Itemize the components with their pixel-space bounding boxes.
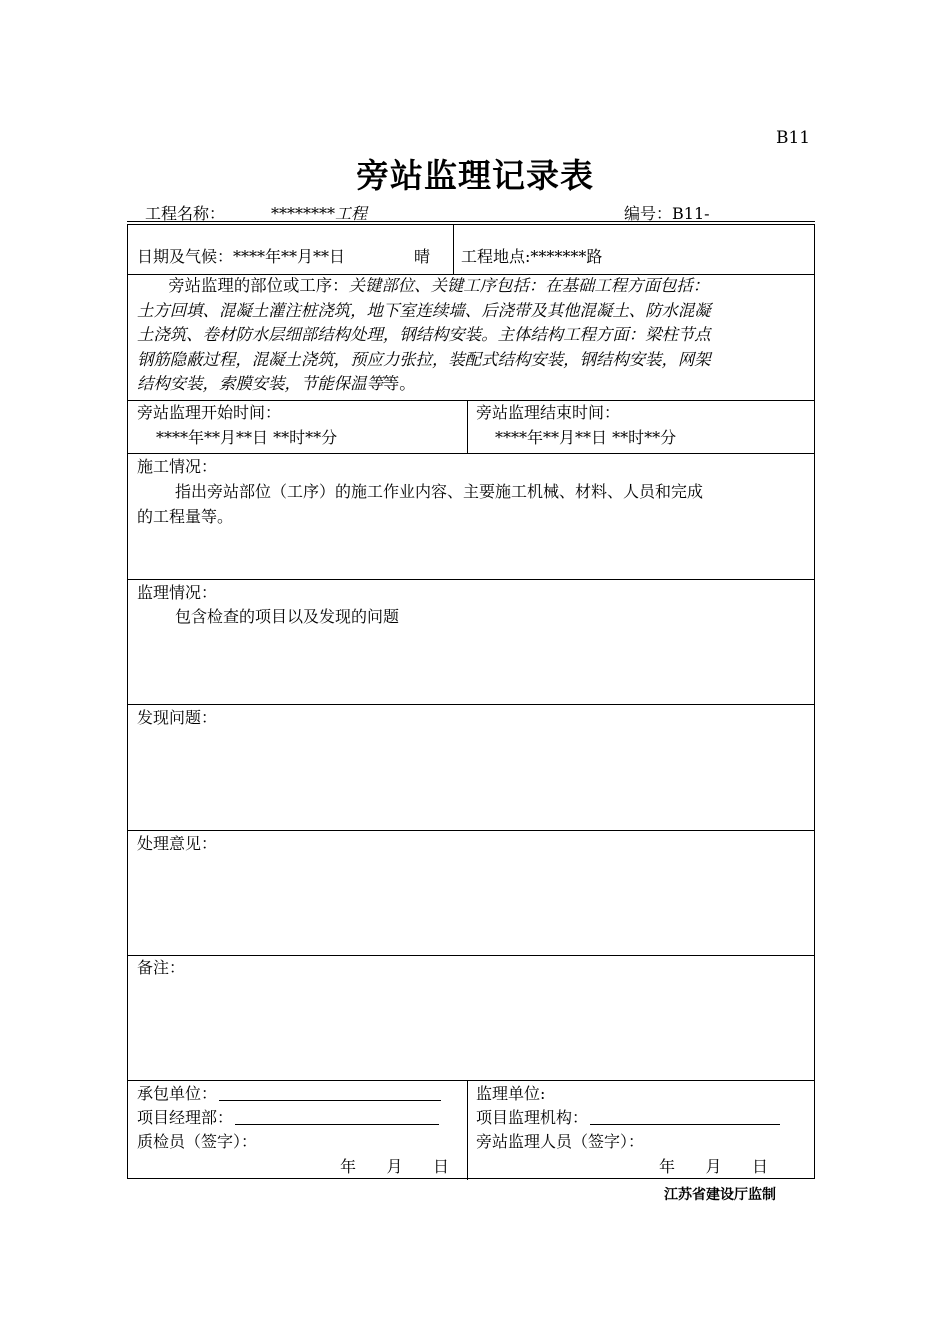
construction-line-1[interactable]: 指出旁站部位（工序）的施工作业内容、主要施工机械、材料、人员和完成 <box>175 482 704 501</box>
parts-line-5 <box>137 372 812 397</box>
parts-label: 旁站监理的部位或工序： <box>168 276 349 295</box>
weather-value[interactable]: 晴 <box>414 247 431 266</box>
project-name-label: 工程名称： <box>145 204 226 223</box>
supervision-label: 监理情况： <box>137 583 218 602</box>
parts-line-3: 土浇筑、卷材防水层细部结构处理，钢结构安装。主体结构工程方面：梁柱节点 <box>137 325 711 344</box>
row-divider <box>128 579 814 580</box>
start-time-label: 旁站监理开始时间： <box>137 403 282 422</box>
problems-label: 发现问题： <box>137 708 218 727</box>
form-code: B11 <box>776 128 811 148</box>
pm-dept-row <box>137 1106 439 1130</box>
parts-intro: 关键部位、关键工序包括：在基础工程方面包括： <box>348 276 710 295</box>
contractor-field[interactable] <box>219 1084 441 1101</box>
record-table <box>127 224 815 1179</box>
remarks-label: 备注： <box>137 958 186 977</box>
end-time-value[interactable]: ****年**月**日 **时**分 <box>495 428 677 447</box>
parts-line-4: 钢筋隐蔽过程，混凝土浇筑，预应力张拉，装配式结构安装，钢结构安装，网架 <box>137 349 711 369</box>
parts-line-1 <box>137 274 812 299</box>
row-divider <box>128 1080 814 1081</box>
contractor-label: 承包单位： <box>137 1084 218 1103</box>
header-row <box>127 197 815 222</box>
record-number-label[interactable]: 编号：B11- <box>624 204 710 223</box>
inspector-label[interactable]: 质检员（签字）： <box>137 1132 258 1151</box>
row-divider <box>128 830 814 831</box>
row-divider <box>128 453 814 454</box>
column-divider <box>453 225 454 274</box>
supervision-line-1[interactable]: 包含检查的项目以及发现的问题 <box>175 607 400 626</box>
start-time-value[interactable]: ****年**月**日 **时**分 <box>156 428 338 447</box>
right-date[interactable]: 年 月 日 <box>659 1157 769 1176</box>
date-weather-label[interactable]: 日期及气候：****年**月**日 <box>137 247 346 266</box>
row-divider <box>128 955 814 956</box>
opinions-label: 处理意见： <box>137 834 218 853</box>
row-divider <box>128 704 814 705</box>
supervision-org-field[interactable] <box>590 1108 780 1125</box>
column-divider <box>467 400 468 453</box>
column-divider <box>467 1080 468 1180</box>
supervisor-unit-label[interactable]: 监理单位: <box>476 1084 546 1103</box>
supervision-parts-text <box>137 274 812 397</box>
pm-dept-field[interactable] <box>235 1108 439 1125</box>
parts-line-5-tail: 等。 <box>382 374 416 393</box>
end-time-label: 旁站监理结束时间： <box>476 403 621 422</box>
contractor-row <box>137 1082 441 1106</box>
supervision-org-label: 项目监理机构： <box>476 1108 589 1127</box>
location-label[interactable]: 工程地点:*******路 <box>461 247 603 266</box>
parts-line-2: 土方回填、混凝土灌注桩浇筑，地下室连续墙、后浇带及其他混凝土、防水混凝 <box>137 300 711 320</box>
issuer-note: 江苏省建设厅监制 <box>664 1187 776 1203</box>
left-date[interactable]: 年 月 日 <box>340 1157 450 1176</box>
construction-line-2[interactable]: 的工程量等。 <box>137 507 234 526</box>
site-supervisor-label[interactable]: 旁站监理人员（签字）： <box>476 1132 645 1151</box>
project-name-value[interactable]: ********工程 <box>271 204 368 223</box>
supervision-org-row <box>476 1106 780 1130</box>
page-title: 旁站监理记录表 <box>356 156 594 195</box>
construction-label: 施工情况： <box>137 457 218 476</box>
parts-line-5-main: 结构安装，索膜安装，节能保温等 <box>137 374 383 393</box>
pm-dept-label: 项目经理部： <box>137 1108 234 1127</box>
